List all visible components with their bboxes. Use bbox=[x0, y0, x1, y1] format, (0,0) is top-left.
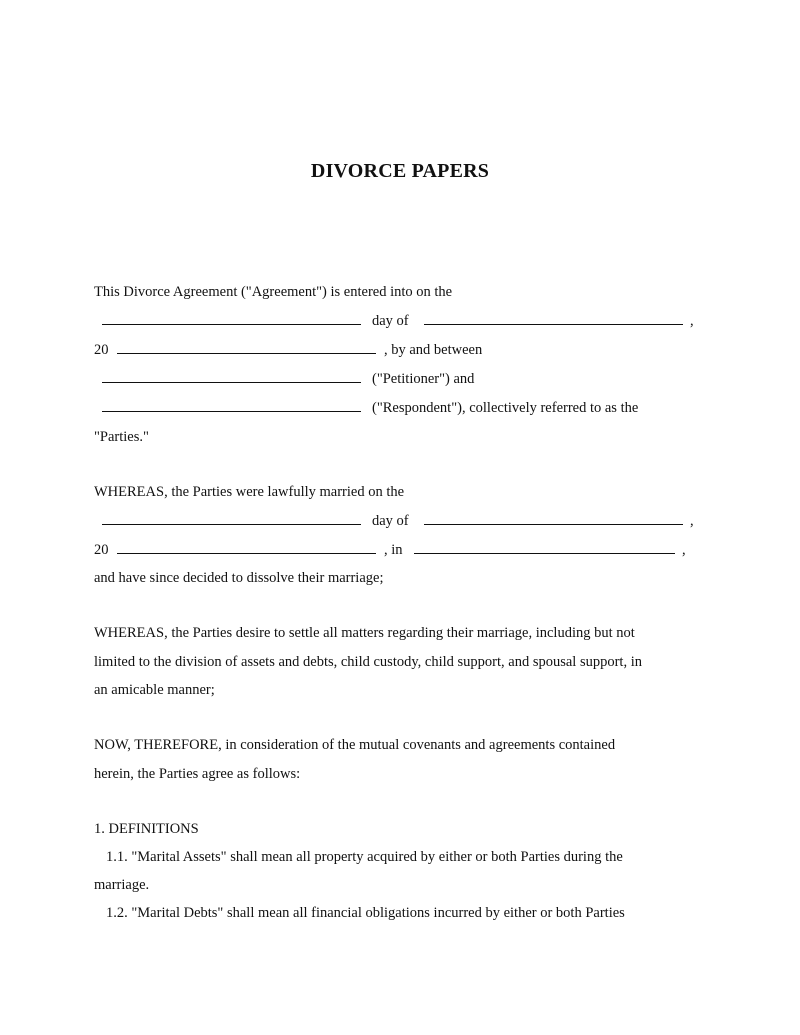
whereas-married-line-1: WHEREAS, the Parties were lawfully married on the bbox=[94, 484, 405, 500]
year-prefix-label: 20 bbox=[94, 342, 109, 358]
marriage-day-blank[interactable] bbox=[102, 524, 361, 525]
marriage-in-label: , in bbox=[384, 542, 403, 558]
agreement-year-blank[interactable] bbox=[117, 353, 376, 354]
by-and-between-label: , by and between bbox=[384, 342, 483, 358]
definition-1-1-line-1: 1.1. "Marital Assets" shall mean all property acquired by either or both Parties during the bbox=[106, 849, 623, 865]
parties-label: "Parties." bbox=[94, 429, 149, 445]
day-of-label: day of bbox=[372, 313, 409, 329]
marriage-comma-label: , bbox=[690, 513, 694, 529]
definitions-heading: 1. DEFINITIONS bbox=[94, 821, 199, 837]
marriage-place-comma-label: , bbox=[682, 542, 686, 558]
agreement-month-blank[interactable] bbox=[424, 324, 683, 325]
whereas-settle-line-3: an amicable manner; bbox=[94, 682, 215, 698]
whereas-married-line-end: and have since decided to dissolve their marriage; bbox=[94, 570, 384, 586]
marriage-month-blank[interactable] bbox=[424, 524, 683, 525]
marriage-day-of-label: day of bbox=[372, 513, 409, 529]
petitioner-name-blank[interactable] bbox=[102, 382, 361, 383]
definition-1-2-line-1: 1.2. "Marital Debts" shall mean all financial obligations incurred by either or both Parties bbox=[106, 905, 625, 921]
now-therefore-line-1: NOW, THEREFORE, in consideration of the mutual covenants and agreements contained bbox=[94, 737, 616, 753]
document-title: DIVORCE PAPERS bbox=[310, 160, 490, 182]
whereas-settle-line-1: WHEREAS, the Parties desire to settle all matters regarding their marriage, including but not bbox=[94, 625, 635, 641]
agreement-day-blank[interactable] bbox=[102, 324, 361, 325]
petitioner-label: ("Petitioner") and bbox=[372, 371, 475, 387]
now-therefore-line-2: herein, the Parties agree as follows: bbox=[94, 766, 301, 782]
comma-label: , bbox=[690, 313, 694, 329]
respondent-label: ("Respondent"), collectively referred to as the bbox=[372, 400, 639, 416]
intro-line-1: This Divorce Agreement ("Agreement") is entered into on the bbox=[94, 284, 453, 300]
respondent-name-blank[interactable] bbox=[102, 411, 361, 412]
definition-1-1-line-2: marriage. bbox=[94, 877, 150, 893]
whereas-settle-line-2: limited to the division of assets and debts, child custody, child support, and spousal support, in bbox=[94, 654, 642, 670]
marriage-place-blank[interactable] bbox=[414, 553, 675, 554]
marriage-year-prefix-label: 20 bbox=[94, 542, 109, 558]
marriage-year-blank[interactable] bbox=[117, 553, 376, 554]
